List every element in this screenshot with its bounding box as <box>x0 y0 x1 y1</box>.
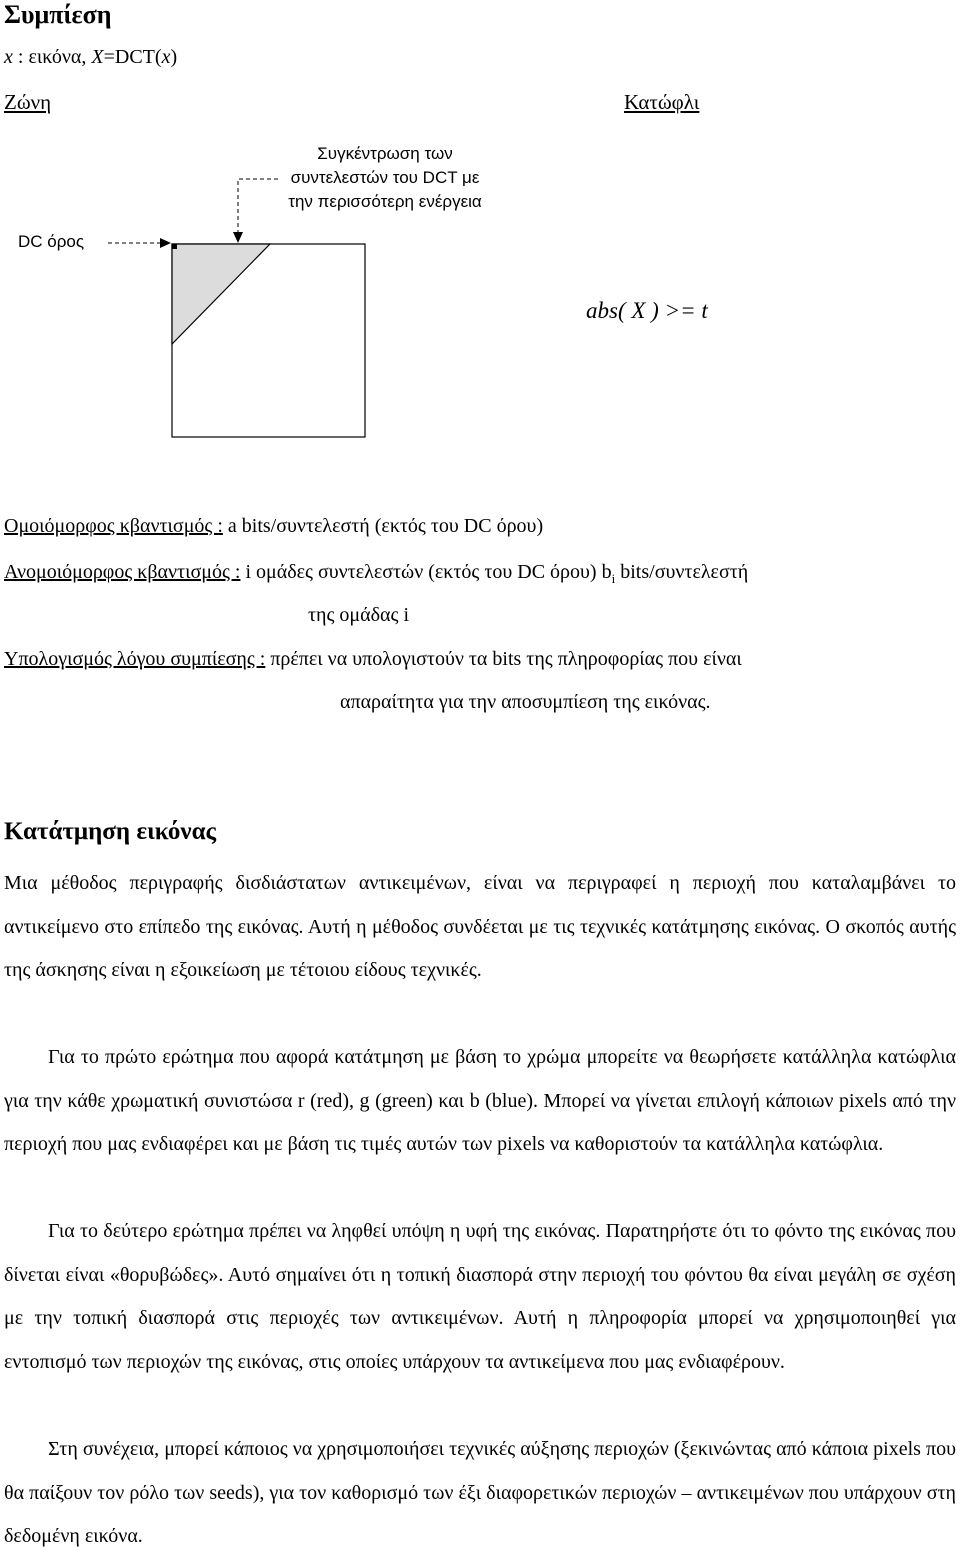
var-x2: x <box>161 46 171 68</box>
high-energy-region <box>172 244 270 344</box>
compression-ratio-continuation: απαραίτητα για την αποσυμπίεση της εικόνας. <box>340 691 711 713</box>
nonuniform-tail: bits/συντελεστή <box>615 561 749 583</box>
compression-ratio-text: πρέπει να υπολογιστούν τα bits της πληροφορίας που είναι <box>265 648 742 670</box>
dc-arrow-head <box>160 238 171 248</box>
dc-coefficient-marker <box>172 244 177 249</box>
annotation-line: συντελεστών του DCT με <box>290 168 480 187</box>
nonuniform-subscript: i <box>611 571 616 586</box>
var-x: x <box>4 46 13 68</box>
definition-close: ) <box>170 46 178 68</box>
compression-ratio-label: Υπολογισμός λόγου συμπίεσης : <box>4 648 266 670</box>
dct-diagram <box>0 0 960 520</box>
threshold-label: Κατώφλι <box>624 90 700 114</box>
definition-eq: =DCT( <box>103 46 162 68</box>
page-title: Συμπίεση <box>4 0 112 29</box>
zone-label: Ζώνη <box>4 90 52 114</box>
dc-label: DC όρος <box>18 232 85 251</box>
segmentation-heading: Κατάτμηση εικόνας <box>4 818 217 845</box>
uniform-text: a bits/συντελεστή (εκτός του DC όρου) <box>222 515 544 537</box>
paragraph: Για το δεύτερο ερώτημα πρέπει να ληφθεί υπόψη η υφή της εικόνας. Παρατηρήστε ότι το φόντο της εικόνας που δίνεται είναι «θορυβώδες». Αυτό σημαίνει ότι η τοπική διασπορά στην περιοχή του φόντου θα είναι μεγάλη σε σχέση με την τοπική διασπορά στις περιοχές των αντικειμένων. Αυτή η πληροφορία μπορεί να χρησιμοποιηθεί για εντοπισμό των περιοχών της εικόνας, στις οποίες υπάρχουν τα αντικείμενα που μας ενδιαφέρουν. <box>4 1220 956 1373</box>
uniform-label: Ομοιόμορφος κβαντισμός : <box>4 515 223 537</box>
var-X: X <box>91 46 104 68</box>
nonuniform-label: Ανομοιόμορφος κβαντισμός : <box>4 561 241 583</box>
energy-annotation <box>270 142 500 214</box>
uniform-quantization-row <box>4 515 543 538</box>
definition-sep: : εικόνα, <box>12 46 92 68</box>
annotation-line: Συγκέντρωση των <box>317 144 453 163</box>
threshold-formula: abs( X ) >= t <box>586 298 708 323</box>
energy-arrow-head <box>233 232 243 243</box>
paragraph: Μια μέθοδος περιγραφής δισδιάστατων αντικειμένων, είναι να περιγραφεί η περιοχή που καταλαμβάνει το αντικείμενο στο επίπεδο της εικόνας. Αυτή η μέθοδος συνδέεται με τις τεχνικές κατάτμησης εικόνας. Ο σκοπός αυτής της άσκησης είναι η εξοικείωση με τέτοιου είδους τεχνικές. <box>4 872 956 981</box>
nonuniform-continuation: της ομάδας i <box>308 604 409 626</box>
nonuniform-text: i ομάδες συντελεστών (εκτός του DC όρου) b <box>240 561 612 583</box>
paragraph: Για το πρώτο ερώτημα που αφορά κατάτμηση με βάση το χρώμα μπορείτε να θεωρήσετε κατάλληλα κατώφλια για την κάθε χρωματική συνιστώσα r (red), g (green) και b (blue). Μπορεί να γίνεται επιλογή κάποιων pixels από την περιοχή που μας ενδιαφέρει και με βάση τις τιμές αυτών των pixels να καθοριστούν τα κατάλληλα κατώφλια. <box>4 1046 956 1155</box>
annotation-line: την περισσότερη ενέργεια <box>288 192 482 211</box>
paragraph: Στη συνέχεια, μπορεί κάποιος να χρησιμοποιήσει τεχνικές αύξησης περιοχών (ξεκινώντας από κάποια pixels που θα παίξουν τον ρόλο των seeds), για τον καθορισμό των έξι διαφορετικών περιοχών – αντικειμένων που υπάρχουν στη δεδομένη εικόνα. <box>4 1438 956 1547</box>
compression-ratio-row <box>4 648 742 671</box>
nonuniform-quantization-row <box>4 561 748 587</box>
